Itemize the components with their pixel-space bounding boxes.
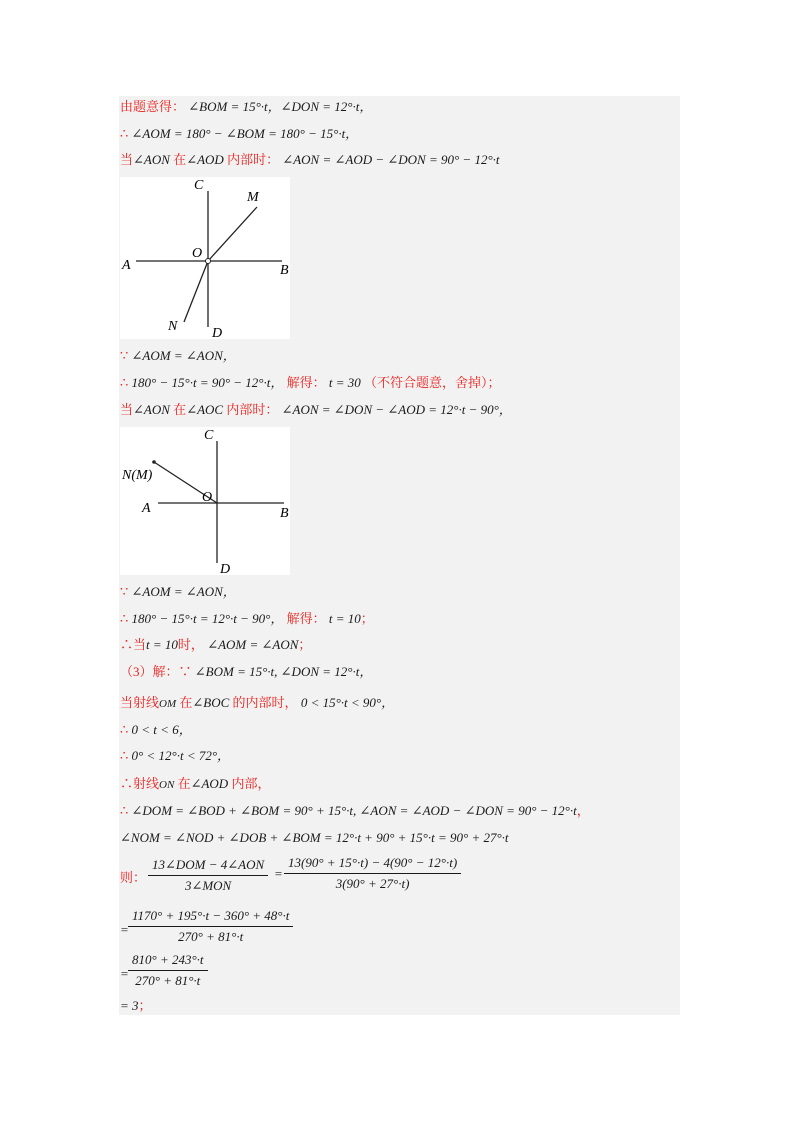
figure-2-diagram xyxy=(120,427,290,575)
conclusion-line xyxy=(120,637,311,653)
case-text: 内部时： xyxy=(223,402,279,417)
solution-2: t = 10 xyxy=(328,611,361,626)
because-line-2 xyxy=(120,584,236,600)
solve2-line xyxy=(120,611,374,627)
figure-1-diagram xyxy=(120,177,290,339)
given-line xyxy=(120,99,372,115)
figure-2 xyxy=(120,427,290,575)
part3-line xyxy=(120,664,372,680)
ray-text: 的内部时， xyxy=(229,695,298,710)
ray-text: 在 xyxy=(176,695,193,710)
solve-label: 解得： xyxy=(286,611,326,626)
angle-boc: ∠BOC xyxy=(192,695,230,710)
part3-label: （3）解： xyxy=(120,664,179,679)
fraction-3-denominator: 270° + 81°·t xyxy=(128,926,293,945)
punctuation: ； xyxy=(298,637,312,652)
therefore-symbol: ∴ xyxy=(120,748,129,763)
label-a: A xyxy=(122,258,131,273)
because-symbol: ∵ xyxy=(178,664,192,679)
angle-aon: ∠AON xyxy=(133,152,170,167)
dom-aon-expression: ∠DOM = ∠BOD + ∠BOM = 90° + 15°·t, ∠AON = ∠AOD − ∠DON = 90° − 12°·t xyxy=(131,803,577,818)
equal-angles-expression: ∠AOM = ∠AON， xyxy=(131,348,236,363)
case-text: 在 xyxy=(169,402,187,417)
punctuation: ， xyxy=(576,803,590,818)
fraction-2 xyxy=(284,855,461,892)
fraction-1-denominator: 3∠MON xyxy=(148,875,268,894)
don-range: 0° < 12°·t < 72°， xyxy=(131,748,231,763)
punctuation: ； xyxy=(138,998,152,1013)
label-d: D xyxy=(212,326,223,339)
fraction-4-denominator: 270° + 81°·t xyxy=(128,970,208,989)
part3-given: ∠BOM = 15°·t, ∠DON = 12°·t， xyxy=(194,664,373,679)
ray-text: 在 xyxy=(174,776,191,791)
fraction-4 xyxy=(128,952,208,989)
result-value: = 3 xyxy=(120,998,139,1013)
don-range-line xyxy=(120,748,230,764)
solve-label: 解得： xyxy=(286,375,326,390)
label-c: C xyxy=(194,178,204,193)
therefore-symbol: ∴ xyxy=(120,637,134,652)
punctuation: ； xyxy=(360,611,374,626)
case-text: 当 xyxy=(120,152,134,167)
therefore-symbol: ∴ xyxy=(120,375,129,390)
equal-angles-expression: ∠AOM = ∠AON， xyxy=(131,584,236,599)
label-n: N xyxy=(168,319,178,334)
aom-line xyxy=(120,126,358,142)
t-range-line xyxy=(120,722,192,738)
angle-aoc: ∠AOC xyxy=(186,402,224,417)
given-label: 由题意得： xyxy=(120,99,186,114)
equals: = xyxy=(274,866,283,881)
case1-line xyxy=(120,152,500,168)
case2-expression: ∠AON = ∠DON − ∠AOD = 12°·t − 90°， xyxy=(281,402,512,417)
fraction-3 xyxy=(128,908,293,945)
then-label: 则： xyxy=(120,870,147,885)
label-c: C xyxy=(204,428,214,443)
aom-expression: ∠AOM = 180° − ∠BOM = 180° − 15°·t， xyxy=(131,126,359,141)
figure-1 xyxy=(120,177,290,339)
t-range: 0 < t < 6， xyxy=(131,722,192,737)
ray-om-line xyxy=(120,695,394,712)
given-expression: ∠BOM = 15°·t，∠DON = 12°·t， xyxy=(188,99,373,114)
case-text: 在 xyxy=(169,152,187,167)
case-text: 内部时： xyxy=(223,152,280,167)
fraction-4-numerator: 810° + 243°·t xyxy=(132,952,204,967)
label-b: B xyxy=(280,506,289,521)
dom-aon-line xyxy=(120,803,590,819)
result-line xyxy=(120,998,152,1014)
equals-sign xyxy=(274,866,283,882)
conclusion-text: 时， xyxy=(177,637,204,652)
label-b: B xyxy=(280,263,289,278)
therefore-symbol: ∴ xyxy=(120,722,129,737)
angle-aod: ∠AOD xyxy=(190,776,229,791)
therefore-symbol: ∴ xyxy=(120,803,129,818)
case2-line xyxy=(120,402,512,418)
inequality-1: 0 < 15°·t < 90°， xyxy=(300,695,395,710)
label-m: M xyxy=(247,190,259,205)
ray-on: ON xyxy=(159,779,175,791)
equals: = xyxy=(120,966,129,981)
because-symbol: ∵ xyxy=(120,348,129,363)
ray-text: 内部， xyxy=(228,776,271,791)
label-d: D xyxy=(220,562,231,575)
label-n-m: N(M) xyxy=(122,468,153,483)
nom-line xyxy=(120,830,509,846)
then-label-line xyxy=(120,870,146,886)
conclusion-text: 当 xyxy=(133,637,147,652)
equation-2: 180° − 15°·t = 12°·t − 90°， xyxy=(131,611,284,626)
because-symbol: ∵ xyxy=(120,584,129,599)
label-o: O xyxy=(192,246,203,261)
rejection-note: （不符合题意，舍掉）； xyxy=(364,375,501,390)
ray-on-line xyxy=(120,776,270,793)
t-value: t = 10 xyxy=(146,637,178,652)
fraction-1 xyxy=(148,857,268,894)
ray-text: 射线 xyxy=(133,776,160,791)
solve1-line xyxy=(120,375,501,391)
therefore-symbol: ∴ xyxy=(120,126,129,141)
equals: = xyxy=(120,922,129,937)
case1-expression: ∠AON = ∠AOD − ∠DON = 90° − 12°·t xyxy=(282,152,500,167)
nom-expression: ∠NOM = ∠NOD + ∠DOB + ∠BOM = 12°·t + 90° + 15°·t = 90° + 27°·t xyxy=(120,830,509,845)
conclusion-expression: ∠AOM = ∠AON xyxy=(207,637,299,652)
ray-om: OM xyxy=(159,698,177,710)
label-o: O xyxy=(202,490,213,505)
angle-aon: ∠AON xyxy=(133,402,170,417)
label-a: A xyxy=(142,501,151,516)
fraction-2-denominator: 3(90° + 27°·t) xyxy=(284,873,461,892)
equation-1: 180° − 15°·t = 90° − 12°·t， xyxy=(131,375,284,390)
solution-1: t = 30 xyxy=(328,375,361,390)
fraction-2-numerator: 13(90° + 15°·t) − 4(90° − 12°·t) xyxy=(288,855,458,870)
because-line xyxy=(120,348,236,364)
ray-text: 当射线 xyxy=(120,695,160,710)
case-text: 当 xyxy=(120,402,134,417)
fraction-3-numerator: 1170° + 195°·t − 360° + 48°·t xyxy=(132,908,290,923)
therefore-symbol: ∴ xyxy=(120,611,129,626)
therefore-symbol: ∴ xyxy=(120,776,134,791)
fraction-1-numerator: 13∠DOM − 4∠AON xyxy=(152,857,265,872)
angle-aod: ∠AOD xyxy=(186,152,224,167)
